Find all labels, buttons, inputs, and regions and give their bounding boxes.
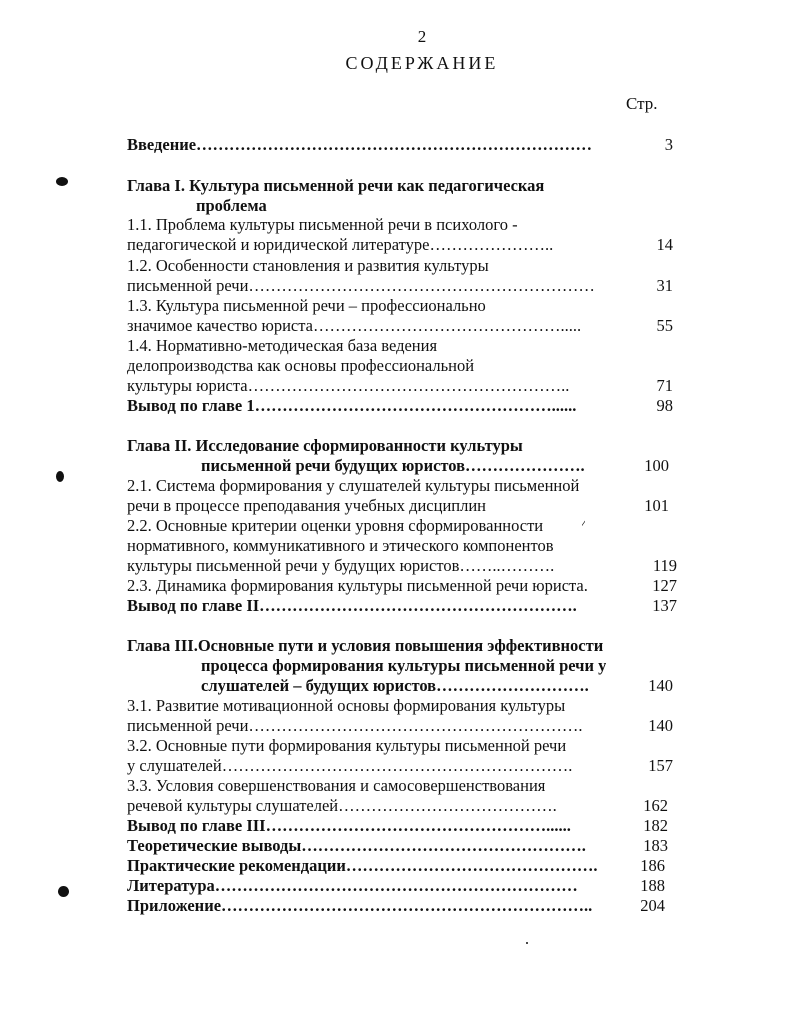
chapter-3-conclusion-page: 182 [643, 816, 668, 835]
chapter-3-title: Глава III.Основные пути и условия повышения эффективности [127, 636, 604, 655]
section-3-2: 3.2. Основные пути формирования культуры письменной речи [127, 736, 567, 755]
section-2-1-page: 101 [644, 496, 669, 515]
chapter-3-conclusion: Вывод по главе III……………………………………………...... [127, 816, 571, 835]
chapter-2-title: Глава II. Исследование сформированности культуры [127, 436, 523, 455]
margin-mark-3 [58, 886, 69, 897]
section-3-1-cont: письменной речи……………………………………………………. [127, 716, 583, 735]
section-3-3: 3.3. Условия совершенствования и самосовершенствования [127, 776, 546, 795]
section-1-3-page: 55 [656, 316, 673, 335]
section-1-4-cont: делопроизводства как основы профессиональной [127, 356, 475, 375]
chapter-2-title-cont: письменной речи будущих юристов…………………. [201, 456, 585, 475]
literature-page: 188 [640, 876, 665, 895]
section-1-2: 1.2. Особенности становления и развития культуры [127, 256, 489, 275]
appendix: Приложение………………………………………………………….. [127, 896, 593, 915]
section-3-1-page: 140 [648, 716, 673, 735]
section-3-2-cont: у слушателей………………………………………………………. [127, 756, 573, 775]
toc-intro: Введение……………………………………………………………… [127, 135, 593, 154]
chapter-2-conclusion: Вывод по главе II…………………………………………………. [127, 596, 577, 615]
page-title: СОДЕРЖАНИЕ [345, 53, 499, 73]
section-3-2-page: 157 [648, 756, 673, 775]
section-2-1: 2.1. Система формирования у слушателей культуры письменной [127, 476, 580, 495]
section-2-2-cont: нормативного, коммуникативного и этического компонентов [127, 536, 554, 555]
section-1-4-page: 71 [656, 376, 673, 395]
chapter-1-title: Глава I. Культура письменной речи как педагогическая [127, 176, 545, 195]
theoretical-conclusions: Теоретические выводы……………………………………………. [127, 836, 586, 855]
section-3-3-cont: речевой культуры слушателей…………………………………. [127, 796, 557, 815]
section-1-2-cont: письменной речи……………………………………………………… [127, 276, 595, 295]
chapter-1-conclusion-page: 98 [656, 396, 673, 415]
literature: Литература………………………………………………………… [127, 876, 578, 895]
chapter-1-conclusion: Вывод по главе 1………………………………………………...... [127, 396, 577, 415]
practical-recommendations: Практические рекомендации………………………………………. [127, 856, 598, 875]
margin-mark-1 [56, 177, 68, 186]
chapter-1-title-cont: проблема [196, 196, 267, 215]
section-1-2-page: 31 [656, 276, 673, 295]
section-2-2: 2.2. Основные критерии оценки уровня сформированности [127, 516, 544, 535]
section-1-1-cont: педагогической и юридической литературе………………….. [127, 235, 554, 254]
annotation-mark: ⁄ [582, 514, 585, 533]
section-2-3: 2.3. Динамика формирования культуры письменной речи юриста. [127, 576, 588, 595]
section-2-1-cont: речи в процессе преподавания учебных дисциплин [127, 496, 487, 515]
section-2-2-page: 119 [652, 556, 677, 575]
chapter-3-title-cont: процесса формирования культуры письменной речи у [201, 656, 607, 675]
chapter-3-title-cont2: слушателей – будущих юристов………………………. [201, 676, 589, 695]
theoretical-conclusions-page: 183 [643, 836, 668, 855]
section-1-1: 1.1. Проблема культуры письменной речи в психолого - [127, 215, 518, 234]
practical-recommendations-page: 186 [640, 856, 665, 875]
section-3-1: 3.1. Развитие мотивационной основы формирования культуры [127, 696, 566, 715]
chapter-2-title-page: 100 [644, 456, 669, 475]
appendix-page: 204 [640, 896, 665, 915]
section-1-3-cont: значимое качество юриста………………………………………..... [127, 316, 582, 335]
page-number: 2 [417, 27, 427, 46]
section-1-4: 1.4. Нормативно-методическая база ведения [127, 336, 438, 355]
toc-intro-page: 3 [664, 135, 673, 154]
section-1-3: 1.3. Культура письменной речи – профессионально [127, 296, 486, 315]
chapter-2-conclusion-page: 137 [652, 596, 677, 615]
section-2-2-cont2: культуры письменной речи у будущих юристов……..………. [127, 556, 555, 575]
scan-dot [526, 942, 528, 944]
section-3-3-page: 162 [643, 796, 668, 815]
chapter-3-title-page: 140 [648, 676, 673, 695]
margin-mark-2 [56, 471, 64, 482]
page-column-label: Стр. [626, 94, 658, 113]
section-1-4-cont2: культуры юриста………………………………………………….. [127, 376, 570, 395]
section-2-3-page: 127 [652, 576, 677, 595]
section-1-1-page: 14 [656, 235, 673, 254]
